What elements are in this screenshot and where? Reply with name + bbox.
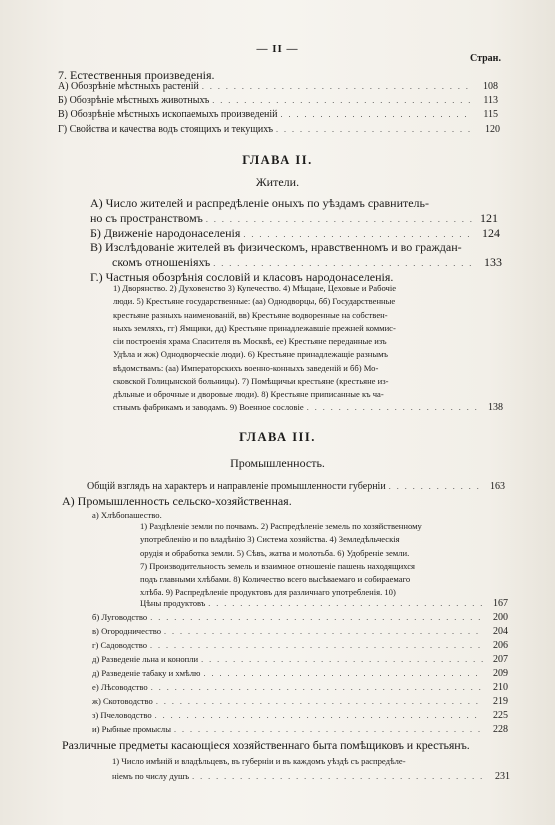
toc-entry-text: е) Лѣсоводство [92, 682, 148, 692]
toc-entry-text: Б) Обозрѣніе мѣстныхъ животныхъ [58, 95, 210, 106]
leader-dots [213, 259, 477, 268]
toc-entry [92, 724, 508, 735]
toc-entry-text: ж) Скотоводство [92, 696, 153, 706]
leader-dots [243, 230, 475, 239]
toc-entry [92, 710, 508, 721]
toc-entry [58, 95, 498, 106]
toc-entry-text: д) Разведеніе табаку и хмѣлю [92, 668, 201, 678]
paragraph-line: сіи построенія храма Спасителя въ Москвѣ, ее) Крестьяне переданные изъ [113, 336, 387, 347]
paragraph-line: люди. 5) Крестьяне государственные: (аа) Однодворцы, бб) Государственные [113, 296, 396, 307]
toc-entry-page: 228 [493, 724, 508, 735]
toc-subsection-title: Различные предметы касающіеся хозяйственнаго быта помѣщиковъ и крестьянъ. [62, 738, 470, 752]
paragraph-line: 7) Производительность земель и взаимное отношеніе пашень находящихся [140, 560, 415, 571]
leader-dots [201, 655, 483, 664]
paragraph-line: 1) Раздѣленіе земли по почвамъ. 2) Распредѣленіе земель по хозяйственному [140, 521, 422, 531]
toc-entry-page: 231 [495, 771, 510, 782]
paragraph-line: подъ главными хлѣбами. 8) Количество всего высѣваемаго и собираемаго [140, 574, 411, 585]
toc-entry-page: 138 [488, 402, 503, 413]
toc-entry [112, 771, 510, 782]
toc-entry-page: 167 [493, 598, 508, 609]
leader-dots [192, 772, 485, 781]
toc-subsection-title: а) Хлѣбопашество. [92, 510, 162, 520]
toc-entry-text: но съ пространствомъ [90, 211, 203, 225]
toc-entry-page: 204 [493, 626, 508, 637]
chapter-heading: ГЛАВА III. [239, 430, 316, 444]
paragraph-line: орудія и обработка земли. 5) Сѣвъ, жатва и молотьба. 6) Удобреніе земли. [140, 547, 410, 558]
page-number: — II — [256, 43, 299, 55]
leader-dots [307, 403, 478, 412]
leader-dots [156, 697, 483, 706]
toc-entry-page: 124 [482, 226, 500, 240]
toc-entry-text: Б) Движеніе народонаселенія [90, 226, 241, 240]
toc-entry [58, 109, 498, 120]
leader-dots [151, 683, 483, 692]
paragraph-line: хлѣба. 9) Распредѣленіе продуктовъ для различнаго употребленія. 10) [140, 587, 396, 598]
leader-dots [389, 482, 480, 491]
leader-dots [208, 599, 483, 608]
toc-entry-text: В) Обозрѣніе мѣстныхъ ископаемыхъ произведеній [58, 109, 278, 120]
toc-entry-text: и) Рыбные промыслы [92, 724, 171, 734]
toc-entry-text: б) Луговодство [92, 612, 148, 622]
toc-entry-line: А) Число жителей и распредѣленіе оныхъ по уѣздамъ сравнитель- [90, 196, 430, 210]
paragraph-line: 1) Дворянство. 2) Духовенство 3) Купечество. 4) Мѣщане, Цеховые и Рабочіе [113, 283, 397, 293]
toc-entry-text: Г) Свойства и качества водъ стоящихъ и текущихъ [58, 124, 274, 135]
toc-entry-page: 120 [485, 124, 500, 135]
toc-entry [87, 481, 505, 492]
chapter-heading: ГЛАВА II. [242, 153, 313, 167]
toc-entry [58, 124, 500, 135]
leader-dots [212, 96, 473, 105]
leader-dots [164, 627, 483, 636]
toc-entry-text: г) Садоводство [92, 640, 148, 650]
section-title: 7. Естественныя произведенія. [58, 68, 215, 82]
paragraph-line: дѣльные и оброчные и дворовые люди). 8) Крестьяне приписанные къ ча- [113, 389, 384, 400]
toc-entry-page: 207 [493, 654, 508, 665]
paragraph-line: крестьяне разныхъ наименованій, вв) Крестьяне водворенные на собствен- [113, 309, 388, 320]
toc-entry-page: 209 [493, 668, 508, 679]
toc-entry [90, 211, 498, 226]
leader-dots [281, 110, 473, 119]
toc-entry-text: д) Разведеніе льна и конопли [92, 654, 199, 664]
toc-paragraph [113, 282, 487, 402]
toc-entry-page: 133 [484, 255, 502, 269]
leader-dots [150, 641, 483, 650]
paragraph-line: сковской Голицынской больницы). 7) Помѣщичьи крестьяне (крестьяне из- [113, 376, 389, 387]
toc-entry [113, 402, 503, 413]
toc-entry-page: 219 [493, 696, 508, 707]
toc-entry [92, 696, 508, 707]
toc-entry-text: скомъ отношеніяхъ [112, 255, 211, 269]
toc-entry-text: стнымъ фабрикамъ и заводамъ. 9) Военное сословіе [113, 402, 304, 412]
toc-entry [92, 640, 508, 651]
paragraph-line: Удѣла и жж) Однодворческіе люди). 6) Крестьяне принадлежащіе разнымъ [113, 349, 388, 360]
toc-subsection-title: Г.) Частныя обозрѣнія сословій и класовъ народонаселенія. [90, 270, 394, 284]
toc-entry-line: 1) Число имѣній и владѣльцевъ, въ губерніи и въ каждомъ уѣздѣ съ распредѣле- [112, 756, 406, 766]
toc-entry-page: 121 [480, 211, 498, 225]
toc-entry [112, 255, 502, 270]
toc-entry [58, 81, 498, 92]
toc-entry [140, 598, 508, 609]
toc-entry-page: 210 [493, 682, 508, 693]
toc-entry-page: 113 [483, 95, 498, 106]
leader-dots [276, 125, 475, 134]
chapter-title: Промышленность. [230, 456, 325, 470]
paragraph-line: вѣдомствамъ: (аа) Императорскихъ военно-конныхъ заведеній и бб) Мо- [113, 362, 379, 373]
toc-entry-text: Общій взглядъ на характеръ и направленіе промышленности губерніи [87, 481, 386, 492]
toc-entry [92, 668, 508, 679]
toc-entry [90, 226, 500, 241]
toc-entry-page: 115 [483, 109, 498, 120]
toc-entry-page: 225 [493, 710, 508, 721]
paragraph-line: ныхъ земляхъ, гг) Ямщики, дд) Крестьяне принадлежавшіе прежней коммис- [113, 322, 396, 333]
toc-entry-text: з) Пчеловодство [92, 710, 152, 720]
toc-entry-text: в) Огородничество [92, 626, 162, 636]
leader-dots [202, 82, 473, 91]
toc-entry [92, 682, 508, 693]
toc-entry-text: Цѣны продуктовъ [140, 598, 206, 608]
toc-entry [92, 612, 508, 623]
toc-subsection-title: А) Промышленность сельско-хозяйственная. [62, 494, 292, 508]
toc-entry-text: А) Обозрѣніе мѣстныхъ растеній [58, 81, 199, 92]
leader-dots [155, 711, 483, 720]
leader-dots [203, 669, 483, 678]
toc-entry [92, 654, 508, 665]
toc-entry-page: 163 [490, 481, 505, 492]
toc-entry-page: 200 [493, 612, 508, 623]
paragraph-line: употребленію и по владѣнію 3) Система хозяйства. 4) Земледѣльческія [140, 534, 400, 545]
toc-entry-text: ніемъ по числу душъ [112, 771, 190, 781]
chapter-title: Жители. [255, 175, 300, 189]
toc-entry-page: 108 [483, 81, 498, 92]
toc-entry-line: В) Изслѣдованіе жителей въ физическомъ, нравственномъ и во граждан- [90, 240, 462, 254]
leader-dots [174, 725, 483, 734]
toc-entry [92, 626, 508, 637]
toc-paragraph [140, 520, 493, 600]
leader-dots [206, 215, 473, 224]
page-column-label: Стран. [470, 53, 501, 64]
leader-dots [150, 613, 483, 622]
toc-entry-page: 206 [493, 640, 508, 651]
